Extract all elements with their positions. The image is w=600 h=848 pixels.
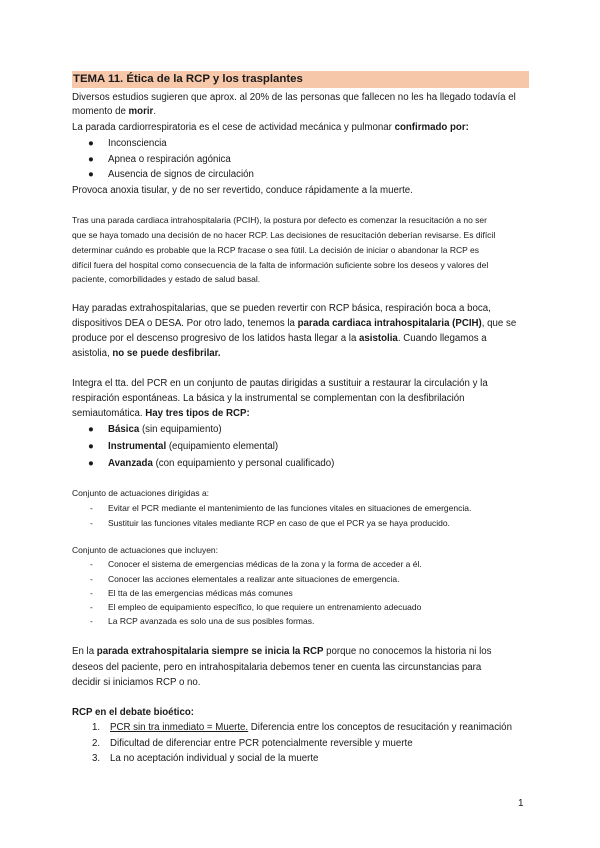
dash-icon: - [90,559,93,569]
debate-item: PCR sin tra inmediato = Muerte. Diferencia entre los conceptos de resucitación y reanimación [110,722,512,733]
conj2-item: El empleo de equipamiento específico, lo que requiere un entrenamiento adecuado [108,602,422,612]
dash-icon: - [90,503,93,513]
intro-line-3: La parada cardiorrespiratoria es el cese de actividad mecánica y pulmonar confirmado por: [72,122,469,133]
intro-line-1: Diversos estudios sugieren que aprox. al 20% de las personas que fallecen no les ha llegado todavía el [72,92,516,103]
pcih-line-5: paciente, comorbilidades y estado de salud basal. [72,274,261,284]
bullet-icon: ● [88,441,94,452]
confirm-item: Inconsciencia [108,138,167,149]
rcp-type-item: Avanzada (con equipamiento y personal cualificado) [108,458,335,469]
section-title: TEMA 11. Ética de la RCP y los trasplantes [72,71,529,88]
conj2-item: Conocer el sistema de emergencias médicas de la zona y la forma de acceder a él. [108,559,422,569]
confirm-item: Apnea o respiración agónica [108,154,231,165]
pcih-line-1: Tras una parada cardiaca intrahospitalaria (PCIH), la postura por defecto es comenzar la resucitación a no ser [72,215,487,225]
confirm-item: Ausencia de signos de circulación [108,169,254,180]
list-number: 2. [92,738,101,749]
extra-rcp-line-2: deseos del paciente, pero en intrahospitalaria debemos tener en cuenta las circunstancias para [72,662,482,673]
debate-heading: RCP en el debate bioético: [72,707,195,718]
integra-line-2: respiración espontáneas. La básica y la instrumental se complementan con la desfibrilación [72,393,465,404]
conj2-item: El tta de las emergencias médicas más comunes [108,588,293,598]
bullet-icon: ● [88,138,94,149]
list-number: 1. [92,722,101,733]
bullet-icon: ● [88,424,94,435]
extra-rcp-line-1: En la parada extrahospitalaria siempre se inicia la RCP porque no conocemos la historia ni los [72,646,492,657]
debate-item: La no aceptación individual y social de la muerte [110,753,319,764]
conj2-item: La RCP avanzada es solo una de sus posibles formas. [108,616,315,626]
pcih-line-3: determinar cuándo es probable que la RCP fracase o sea fútil. La decisión de iniciar o abandonar la RCP es [72,245,479,255]
conj1-item: Evitar el PCR mediante el mantenimiento de las funciones vitales en situaciones de emergencia. [108,503,472,513]
anoxia-line: Provoca anoxia tisular, y de no ser revertido, conduce rápidamente a la muerte. [72,185,413,196]
dash-icon: - [90,588,93,598]
debate-item: Dificultad de diferenciar entre PCR potencialmente reversible y muerte [110,738,413,749]
bullet-icon: ● [88,169,94,180]
conj2-item: Conocer las acciones elementales a realizar ante situaciones de emergencia. [108,574,400,584]
dash-icon: - [90,518,93,528]
page-number: 1 [518,798,524,809]
extra-line-3: produce por el descenso progresivo de los latidos hasta llegar a la asistolia. Cuando llegamos a [72,333,487,344]
extra-rcp-line-3: decidir si iniciamos RCP o no. [72,677,201,688]
bullet-icon: ● [88,154,94,165]
pcih-line-4: difícil fuera del hospital como consecuencia de la falta de información suficiente sobre los deseos y valores del [72,260,489,270]
dash-icon: - [90,602,93,612]
dash-icon: - [90,616,93,626]
rcp-type-item: Instrumental (equipamiento elemental) [108,441,279,452]
integra-line-3: semiautomática. Hay tres tipos de RCP: [72,408,250,419]
bullet-icon: ● [88,458,94,469]
extra-line-2: dispositivos DEA o DESA. Por otro lado, tenemos la parada cardiaca intrahospitalaria (PCIH), que se [72,318,517,329]
rcp-type-item: Básica (sin equipamiento) [108,424,222,435]
pcih-line-2: que se haya tomado una decisión de no hacer RCP. Las decisiones de resucitación deberían revisarse. Es difícil [72,230,496,240]
extra-line-1: Hay paradas extrahospitalarias, que se pueden revertir con RCP básica, respiración boca a boca, [72,303,491,314]
list-number: 3. [92,753,101,764]
integra-line-1: Integra el tta. del PCR en un conjunto de pautas dirigidas a sustituir a restaurar la circulación y la [72,378,488,389]
conj1-item: Sustituir las funciones vitales mediante RCP en caso de que el PCR ya se haya producido. [108,518,450,528]
conj2-heading: Conjunto de actuaciones que incluyen: [72,545,219,555]
conj1-heading: Conjunto de actuaciones dirigidas a: [72,488,210,498]
extra-line-4: asistolia, no se puede desfibrilar. [72,348,221,359]
dash-icon: - [90,574,93,584]
intro-line-2: momento de morir. [72,106,157,117]
